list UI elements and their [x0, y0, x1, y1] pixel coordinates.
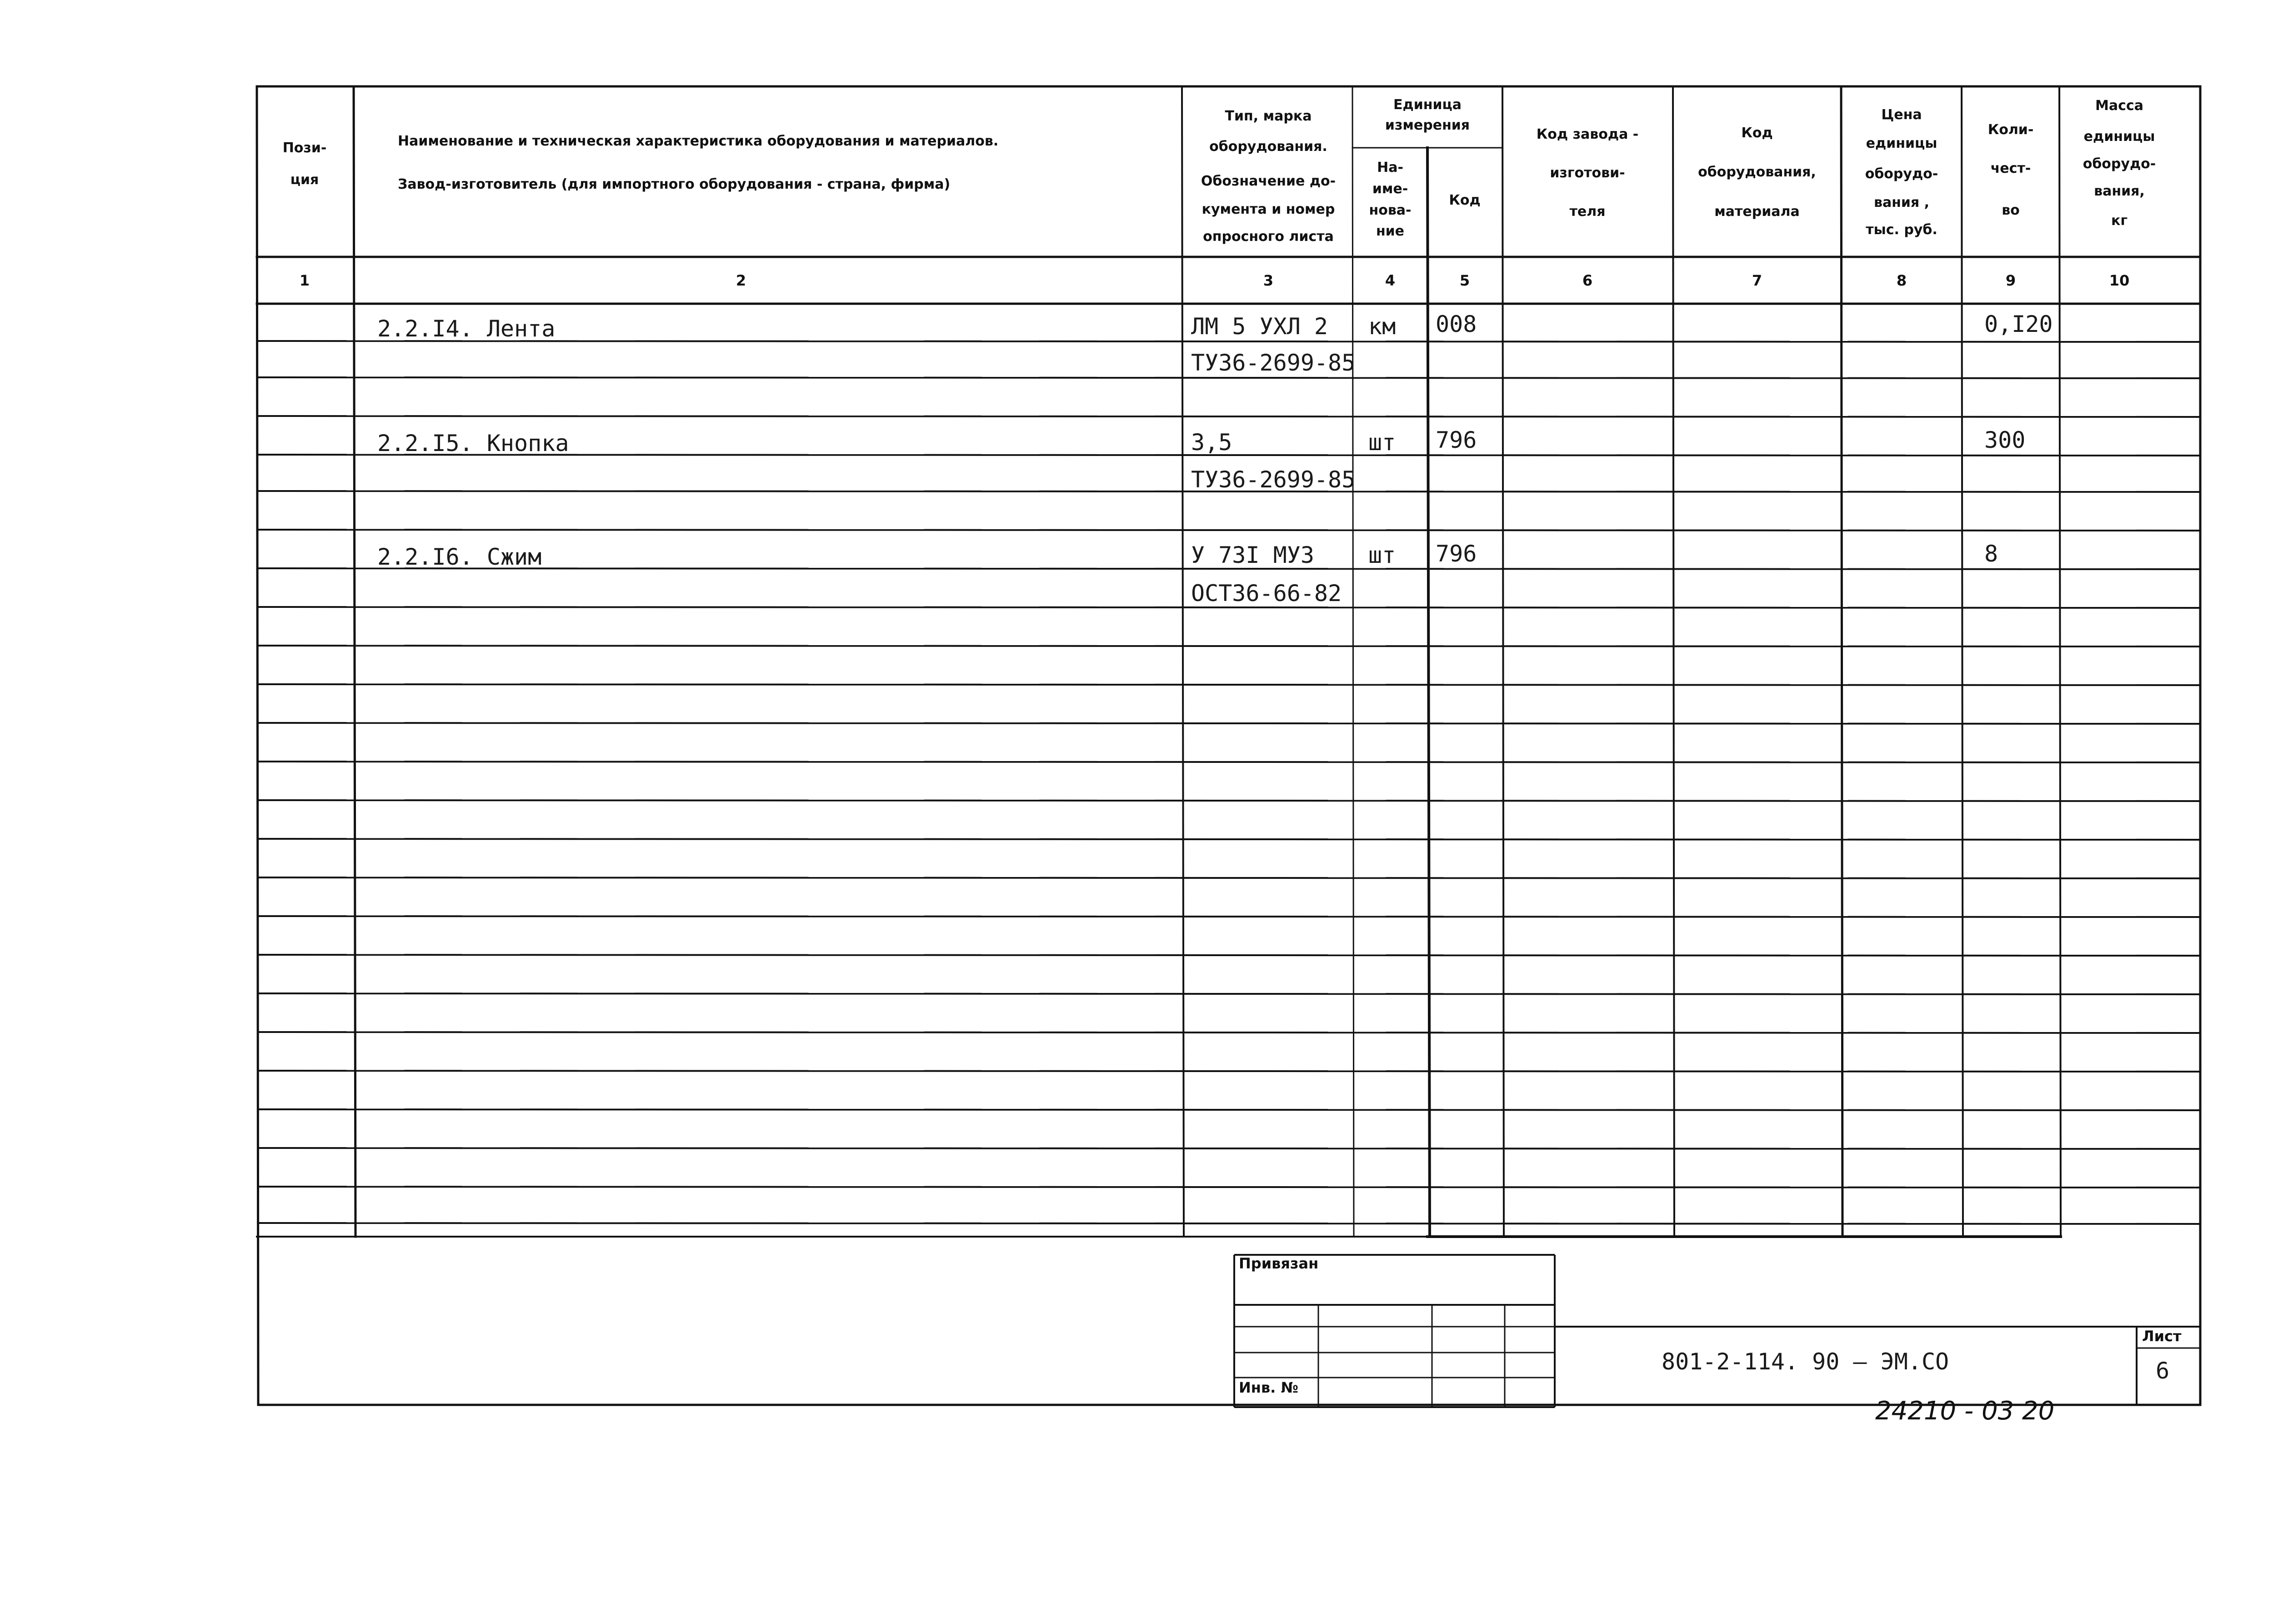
column-number: 7	[1752, 272, 1762, 289]
item-type: ЛМ 5 УХЛ 2	[1191, 313, 1328, 340]
table-row-line	[257, 1071, 2200, 1072]
header-unitname-line2: име-	[1372, 181, 1408, 197]
item-doc: ТУ36-2699-85	[1191, 350, 1356, 376]
table-row-line	[257, 607, 2200, 608]
table-row-line	[257, 646, 2200, 647]
header-type-line5: опросного листа	[1203, 229, 1334, 245]
stamp-inventory-number: Инв. №	[1239, 1379, 1298, 1396]
table-row-line	[257, 839, 2200, 840]
sheet-number: 6	[2156, 1358, 2170, 1384]
table-row-line	[257, 723, 2200, 724]
table-row-line	[257, 684, 2200, 685]
column-number: 1	[299, 272, 310, 289]
item-doc: ТУ36-2699-85	[1191, 466, 1356, 493]
header-mass-line4: вания,	[2094, 183, 2145, 199]
header-factory-line1: Код завода -	[1536, 126, 1639, 142]
header-price-line3: оборудо-	[1865, 166, 1938, 182]
header-equipcode-line2: оборудования,	[1698, 164, 1816, 180]
header-price-line2: единицы	[1866, 135, 1938, 151]
header-unit-line2: измерения	[1385, 117, 1470, 133]
table-row-line	[257, 1032, 2200, 1033]
table-row-line	[257, 955, 2200, 956]
stamp-sheet-label: Лист	[2142, 1328, 2182, 1345]
table-row-line	[257, 530, 2200, 531]
header-type-line1: Тип, марка	[1225, 108, 1312, 124]
header-factory-line3: теля	[1569, 204, 1606, 220]
column-number: 10	[2109, 272, 2130, 289]
header-equipcode-line3: материала	[1714, 204, 1800, 220]
header-price-line1: Цена	[1881, 107, 1922, 123]
header-unit-line1: Единица	[1393, 97, 1462, 113]
stamp-privyazan: Привязан	[1239, 1255, 1319, 1272]
document-code: 801-2-114. 90 — ЭМ.СО	[1662, 1348, 1949, 1375]
column-number: 2	[736, 272, 746, 289]
table-row-line	[257, 916, 2200, 917]
item-unit-code: 008	[1436, 311, 1477, 337]
header-unitcode: Код	[1449, 192, 1481, 208]
header-mass-line3: оборудо-	[2083, 156, 2156, 172]
item-unit-code: 796	[1436, 541, 1477, 567]
header-mass-line5: кг	[2111, 213, 2128, 229]
table-row-line	[257, 1223, 2200, 1224]
column-number: 4	[1385, 272, 1396, 289]
column-number: 8	[1896, 272, 1907, 289]
column-number: 5	[1459, 272, 1470, 289]
item-quantity: 300	[1984, 427, 2026, 453]
header-unitname-line4: ние	[1376, 223, 1405, 239]
table-row-line	[257, 1148, 2200, 1149]
column-number: 3	[1263, 272, 1274, 289]
table-row-line	[257, 800, 2200, 801]
header-mass-line1: Масса	[2095, 98, 2143, 114]
header-unitname-line3: нова-	[1369, 202, 1412, 218]
header-mass-line2: единицы	[2083, 129, 2155, 145]
item-quantity: 8	[1984, 541, 1998, 567]
header-unitname-line1: На-	[1377, 160, 1403, 175]
item-name: 2.2.I4. Лента	[377, 316, 556, 342]
header-position-line1: Пози-	[282, 140, 327, 156]
header-qty-line1: Коли-	[1988, 122, 2034, 138]
table-row-line	[257, 1109, 2200, 1110]
table-row-line	[257, 416, 2200, 417]
header-equipcode-line1: Код	[1741, 125, 1773, 141]
header-price-line5: тыс. руб.	[1866, 222, 1938, 238]
inventory-handwritten-number: 24210 - 03 20	[1875, 1396, 2055, 1426]
item-unit: шт	[1368, 542, 1396, 568]
item-type: 3,5	[1191, 429, 1232, 456]
item-unit: шт	[1368, 429, 1396, 456]
item-type: У 73I МУЗ	[1191, 542, 1314, 568]
header-type-line3: Обозначение до-	[1201, 173, 1336, 189]
column-number: 6	[1582, 272, 1593, 289]
table-row-line	[257, 993, 2200, 994]
table-row-line	[257, 877, 2200, 878]
header-position-line2: ция	[290, 172, 319, 188]
item-name: 2.2.I6. Сжим	[377, 544, 542, 570]
table-row-line	[257, 568, 2200, 569]
header-type-line2: оборудования.	[1209, 139, 1327, 155]
header-price-line4: вания ,	[1873, 195, 1930, 211]
table-row-line	[257, 377, 2200, 378]
header-name-line1: Наименование и техническая характеристика оборудования и материалов.	[398, 133, 999, 149]
header-type-line4: кумента и номер	[1202, 201, 1335, 217]
header-qty-line2: чест-	[1990, 160, 2031, 176]
item-unit: км	[1368, 313, 1396, 340]
item-unit-code: 796	[1436, 427, 1477, 453]
header-factory-line2: изготови-	[1550, 165, 1625, 181]
item-doc: ОСТ36-66-82	[1191, 580, 1342, 606]
column-number: 9	[2005, 272, 2016, 289]
table-row-line	[257, 1187, 2200, 1188]
header-name-line2: Завод-изготовитель (для импортного оборудования - страна, фирма)	[398, 176, 951, 192]
header-qty-line3: во	[2002, 202, 2020, 218]
item-quantity: 0,I20	[1984, 311, 2053, 337]
item-name: 2.2.I5. Кнопка	[377, 430, 569, 456]
